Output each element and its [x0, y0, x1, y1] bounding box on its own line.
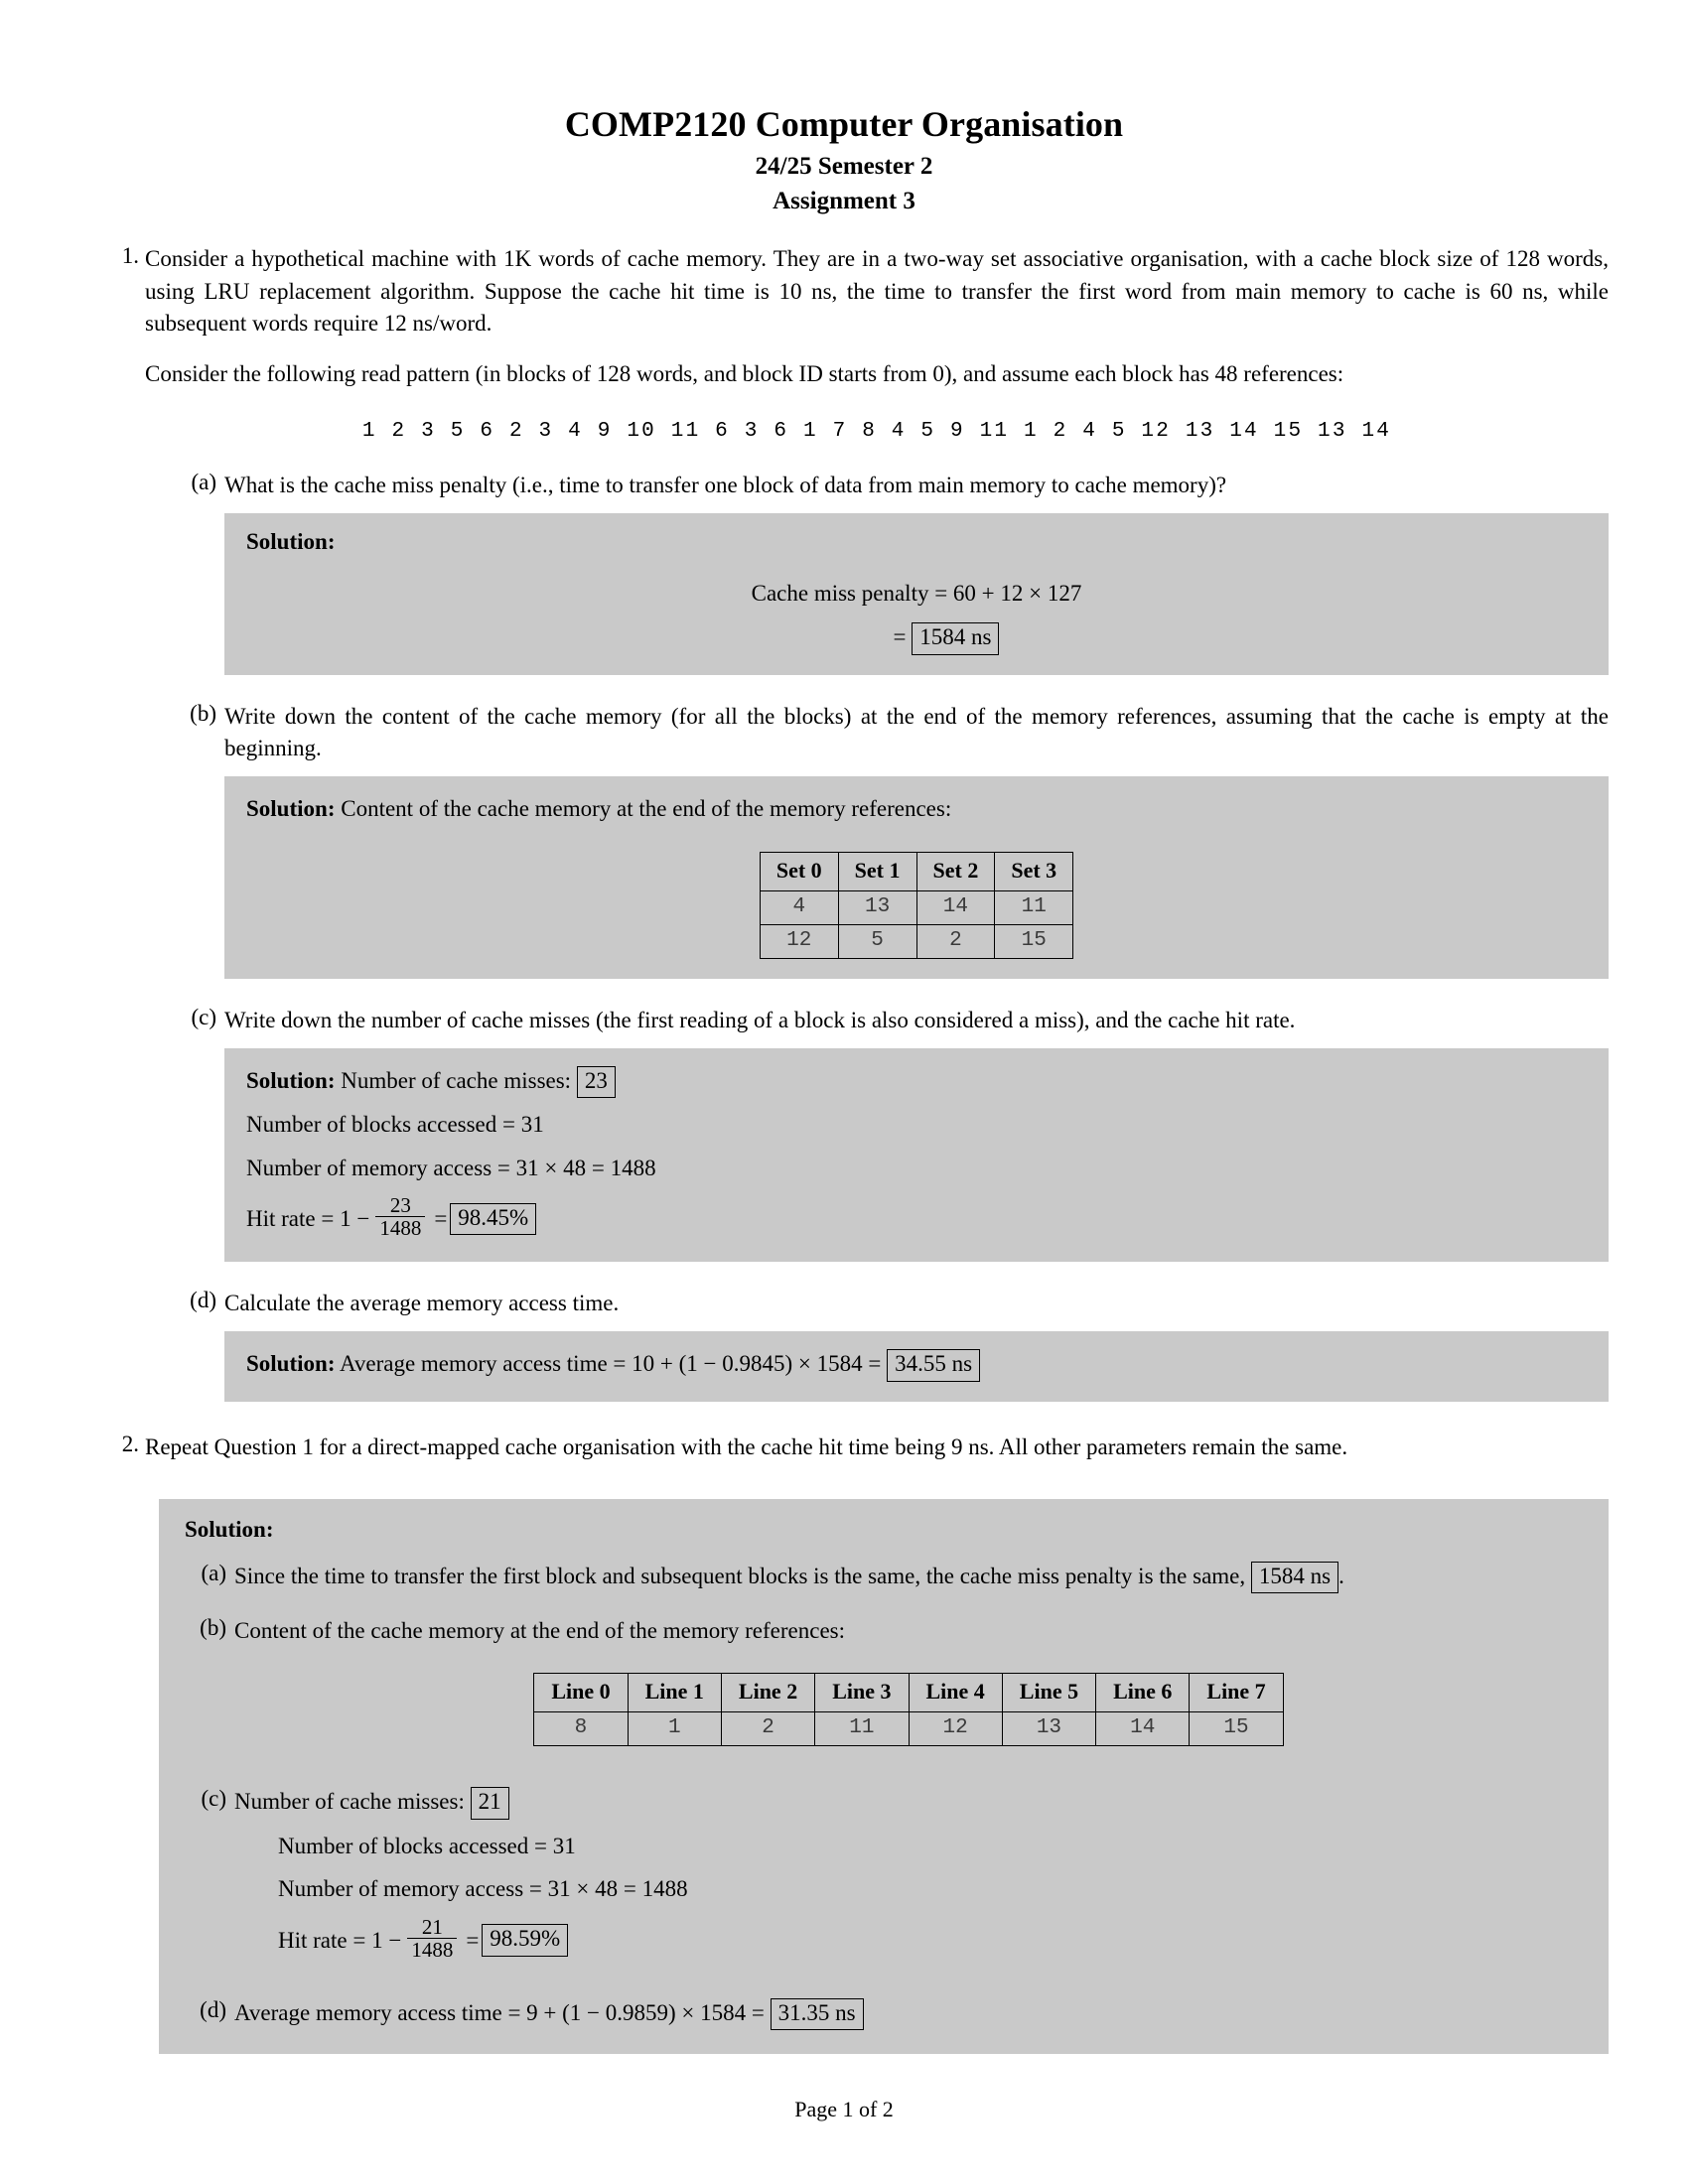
line-1-header: Line 1	[628, 1674, 721, 1712]
q2-part-c-blocks-line: Number of blocks accessed = 31	[278, 1833, 576, 1858]
q2-part-d-amat-expression: Average memory access time = 9 + (1 − 0.9859) × 1584 =	[234, 1999, 765, 2025]
part-c-fraction-numerator: 23	[389, 1192, 411, 1217]
part-d-amat-row	[246, 1347, 1587, 1381]
table-header-row	[760, 852, 1072, 890]
part-a-label: (a)	[191, 470, 216, 495]
question-1-paragraph-2: Consider the following read pattern (in blocks of 128 words, and block ID starts from 0), and assume each block has 48 references:	[145, 361, 1344, 387]
part-b-solution-text: Content of the cache memory at the end of the memory references:	[341, 796, 952, 822]
part-c-hitrate-prefix: Hit rate = 1 −	[246, 1205, 370, 1231]
table-header-row	[534, 1674, 1283, 1712]
read-pattern-sequence: 1 2 3 5 6 2 3 4 9 10 11 6 3 6 1 7 8 4 5 9 11 1 2 4 5 12 13 14 15 13 14	[361, 420, 1392, 444]
cell-way0-set1: 13	[838, 890, 916, 924]
q2-part-b-table-wrapper	[234, 1673, 1583, 1746]
question-2-part-c	[191, 1786, 1583, 1963]
part-a-result-row	[246, 622, 1587, 654]
part-c-text: Write down the number of cache misses (the first reading of a block is also considered a miss), and the cache hit rate.	[224, 1007, 1296, 1032]
part-d-amat-expression: Average memory access time = 10 + (1 − 0.9845) × 1584 =	[339, 1351, 882, 1377]
question-1-part-c	[181, 1005, 1609, 1262]
cell-way1-set1: 5	[838, 924, 916, 958]
q2-part-a-period: .	[1338, 1563, 1344, 1588]
question-1-number: 1.	[121, 243, 139, 269]
question-1-part-d	[181, 1288, 1609, 1402]
part-c-misses-label: Number of cache misses:	[341, 1067, 572, 1093]
set-2-header: Set 2	[916, 852, 995, 890]
line-7-header: Line 7	[1190, 1674, 1283, 1712]
cell-line0: 8	[534, 1712, 628, 1746]
document-subtitle: 24/25 Semester 2	[755, 153, 933, 181]
line-5-header: Line 5	[1002, 1674, 1095, 1712]
part-a-answer-box: 1584 ns	[912, 622, 999, 654]
question-2-part-d	[191, 1997, 1583, 2030]
q2-part-c-misses-value: 21	[471, 1787, 509, 1819]
part-d-amat-value: 34.55 ns	[887, 1349, 980, 1381]
part-c-hitrate-row	[246, 1192, 1587, 1242]
cell-way1-set0: 12	[760, 924, 838, 958]
question-2-parts	[185, 1561, 1583, 2030]
question-2-number: 2.	[121, 1431, 139, 1456]
question-2	[109, 1432, 1609, 1463]
q2-part-c-misses-label: Number of cache misses:	[234, 1789, 465, 1815]
line-3-header: Line 3	[815, 1674, 909, 1712]
q2-part-c-hitrate-prefix: Hit rate = 1 −	[278, 1927, 402, 1953]
part-c-fraction-denominator: 1488	[375, 1216, 425, 1240]
q2-part-a-answer-box: 1584 ns	[1251, 1562, 1338, 1593]
cache-set-table	[760, 852, 1073, 959]
line-6-header: Line 6	[1096, 1674, 1190, 1712]
page-title: COMP2120 Computer Organisation	[564, 104, 1124, 144]
part-c-equals-sign: =	[434, 1205, 448, 1231]
q2-part-d-label: (d)	[200, 1996, 226, 2022]
part-d-label: (d)	[190, 1288, 216, 1313]
q2-part-d-amat-row	[234, 1997, 1583, 2030]
cell-way0-set2: 14	[916, 890, 995, 924]
question-1-part-b	[181, 701, 1609, 979]
cell-line2: 2	[721, 1712, 814, 1746]
table-row	[760, 924, 1072, 958]
q2-part-c-fraction	[407, 1916, 457, 1962]
page-number-label: Page 1 of 2	[794, 2097, 894, 2121]
part-b-solution-label: Solution:	[246, 796, 336, 822]
cell-way1-set3: 15	[995, 924, 1073, 958]
part-b-solution-box	[224, 776, 1609, 978]
part-a-text: What is the cache miss penalty (i.e., time to transfer one block of data from main memory to cache memory)?	[224, 473, 1227, 498]
cell-way0-set0: 4	[760, 890, 838, 924]
part-c-solution-box	[224, 1048, 1609, 1262]
document-header	[0, 0, 1688, 217]
question-1-part-a	[181, 470, 1609, 675]
part-a-equals-sign: =	[893, 624, 907, 650]
part-d-solution-label: Solution:	[246, 1351, 336, 1377]
part-b-solution-header	[246, 792, 1587, 825]
q2-part-a-label: (a)	[201, 1560, 226, 1585]
cell-way0-set3: 11	[995, 890, 1073, 924]
part-c-label: (c)	[191, 1004, 216, 1029]
q2-part-c-misses-row	[234, 1786, 1583, 1819]
part-a-formula: Cache miss penalty = 60 + 12 × 127	[751, 581, 1082, 607]
part-b-text: Write down the content of the cache memory (for all the blocks) at the end of the memory references, assuming that the cache is empty at the beginning.	[224, 703, 1609, 761]
part-d-text: Calculate the average memory access time.	[224, 1291, 620, 1316]
cell-line3: 11	[815, 1712, 909, 1746]
set-0-header: Set 0	[760, 852, 838, 890]
q2-part-c-fraction-numerator: 21	[421, 1914, 443, 1939]
part-a-solution-label: Solution:	[246, 529, 336, 555]
part-c-hitrate-value: 98.45%	[450, 1203, 536, 1235]
question-list	[0, 243, 1688, 1462]
line-4-header: Line 4	[909, 1674, 1002, 1712]
q2-part-c-fraction-denominator: 1488	[407, 1938, 457, 1962]
part-c-misses-value: 23	[577, 1066, 616, 1098]
line-2-header: Line 2	[721, 1674, 814, 1712]
q2-part-a-text	[234, 1561, 1583, 1593]
part-b-label: (b)	[190, 700, 216, 726]
part-c-fraction	[375, 1194, 425, 1240]
question-1	[109, 243, 1609, 1401]
question-2-solution-box	[159, 1499, 1609, 2054]
question-2-part-b	[191, 1615, 1583, 1746]
question-1-paragraph-1: Consider a hypothetical machine with 1K words of cache memory. They are in a two-way set associative organisation, with a cache block size of 128 words, using LRU replacement algorithm. Suppose the cache hit time is 10 ns, the time to transfer the first word from main memory to cache is 60 ns, while subsequent words require 12 ns/word.	[145, 246, 1609, 336]
part-c-blocks-line: Number of blocks accessed = 31	[246, 1112, 544, 1138]
q2-part-c-equals-sign: =	[466, 1927, 480, 1953]
set-3-header: Set 3	[995, 852, 1073, 890]
cell-line6: 14	[1096, 1712, 1190, 1746]
part-c-access-line: Number of memory access = 31 × 48 = 1488	[246, 1155, 656, 1180]
set-1-header: Set 1	[838, 852, 916, 890]
cell-line4: 12	[909, 1712, 1002, 1746]
part-d-solution-box	[224, 1331, 1609, 1401]
q2-part-b-label: (b)	[200, 1615, 226, 1641]
table-row	[534, 1712, 1283, 1746]
q2-part-a-statement: Since the time to transfer the first block and subsequent blocks is the same, the cache miss penalty is the same,	[234, 1563, 1246, 1588]
q2-part-c-label: (c)	[201, 1786, 226, 1812]
q2-part-c-hitrate-row	[234, 1914, 1583, 1964]
q2-part-c-access-line: Number of memory access = 31 × 48 = 1488	[278, 1876, 688, 1902]
line-0-header: Line 0	[534, 1674, 628, 1712]
q2-part-c-hitrate-value: 98.59%	[482, 1924, 568, 1956]
cell-line5: 13	[1002, 1712, 1095, 1746]
document-subtitle-secondary: Assignment 3	[773, 187, 915, 214]
cell-line1: 1	[628, 1712, 721, 1746]
q2-part-d-amat-value: 31.35 ns	[771, 1998, 864, 2030]
part-b-table-wrapper	[246, 852, 1587, 959]
part-c-misses-row	[246, 1064, 1587, 1098]
question-2-part-a	[191, 1561, 1583, 1593]
part-a-solution-box	[224, 513, 1609, 674]
question-1-parts	[145, 470, 1609, 1401]
cell-way1-set2: 2	[916, 924, 995, 958]
page-footer	[0, 2097, 1688, 2122]
question-2-solution-label: Solution:	[185, 1516, 274, 1542]
cell-line7: 15	[1190, 1712, 1283, 1746]
table-row	[760, 890, 1072, 924]
cache-line-table	[533, 1673, 1283, 1746]
question-2-paragraph-1: Repeat Question 1 for a direct-mapped cache organisation with the cache hit time being 9 ns. All other parameters remain the same.	[145, 1433, 1348, 1459]
q2-part-b-text: Content of the cache memory at the end of the memory references:	[234, 1618, 845, 1644]
part-c-solution-label: Solution:	[246, 1067, 336, 1093]
